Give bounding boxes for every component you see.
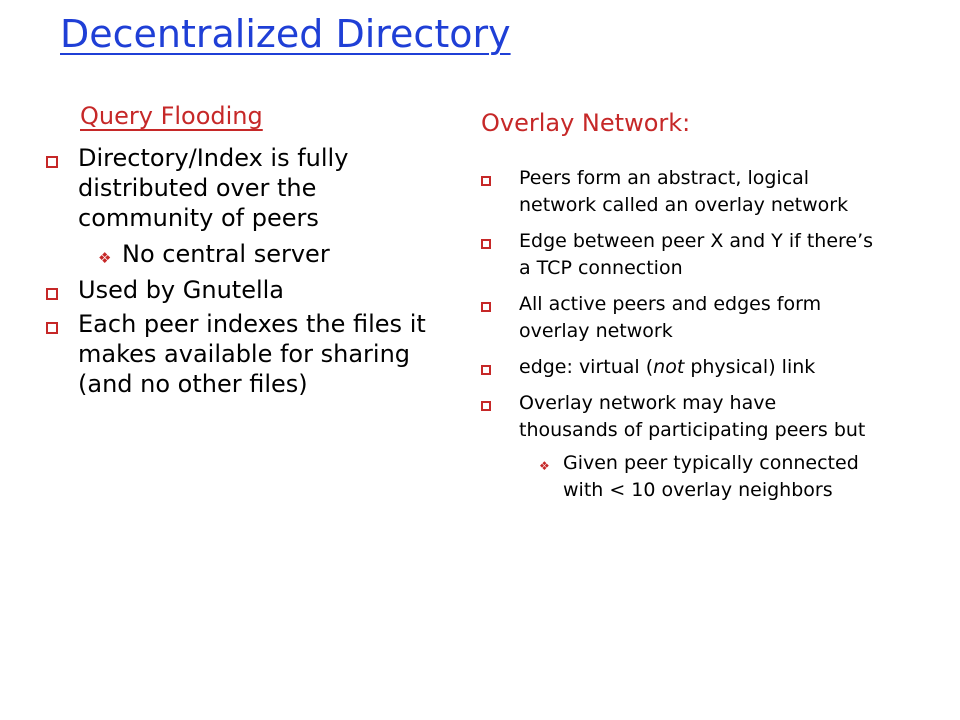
diamond-icon: ❖ (98, 249, 112, 267)
right-column (479, 165, 879, 504)
right-bullet-5 (479, 390, 879, 444)
checkbox-bullet-icon (481, 230, 491, 257)
left-sub-bullet-1 (44, 239, 454, 269)
checkbox-bullet-icon (46, 277, 58, 307)
left-column (44, 143, 454, 403)
right-bullet-3 (479, 291, 879, 345)
left-bullet-3 (44, 309, 454, 399)
right-bullet-4-after: physical) link (684, 356, 816, 378)
slide-title: Decentralized Directory (60, 12, 511, 56)
diamond-icon: ❖ (539, 459, 550, 473)
right-bullet-2-text: Edge between peer X and Y if there’s a TCP connection (519, 230, 874, 279)
right-bullet-4-text (519, 356, 815, 378)
checkbox-bullet-icon (481, 392, 491, 419)
checkbox-bullet-icon (46, 145, 58, 175)
right-bullet-1 (479, 165, 879, 219)
right-sub-bullet-1 (479, 450, 879, 504)
query-flooding-heading: Query Flooding (80, 102, 263, 130)
left-bullet-2-text: Used by Gnutella (78, 276, 285, 304)
left-sub-bullet-1-text: No central server (122, 240, 330, 268)
checkbox-bullet-icon (481, 356, 491, 383)
right-bullet-4-italic: not (653, 356, 685, 378)
right-bullet-3-text: All active peers and edges form overlay network (519, 293, 822, 342)
right-bullet-4-before: edge: virtual ( (519, 356, 654, 378)
left-bullet-1-text: Directory/Index is fully distributed over the community of peers (78, 144, 349, 232)
right-bullet-2 (479, 228, 879, 282)
left-bullet-1 (44, 143, 454, 233)
left-bullet-2 (44, 275, 454, 305)
right-bullet-5-text: Overlay network may have thousands of participating peers but (519, 392, 866, 441)
right-bullet-1-text: Peers form an abstract, logical network called an overlay network (519, 167, 849, 216)
right-bullet-4 (479, 354, 879, 381)
overlay-network-heading: Overlay Network: (481, 109, 691, 137)
checkbox-bullet-icon (481, 293, 491, 320)
checkbox-bullet-icon (481, 167, 491, 194)
left-bullet-3-text: Each peer indexes the files it makes available for sharing (and no other files) (78, 310, 426, 398)
checkbox-bullet-icon (46, 311, 58, 341)
right-sub-bullet-1-text: Given peer typically connected with < 10 overlay neighbors (563, 452, 859, 501)
